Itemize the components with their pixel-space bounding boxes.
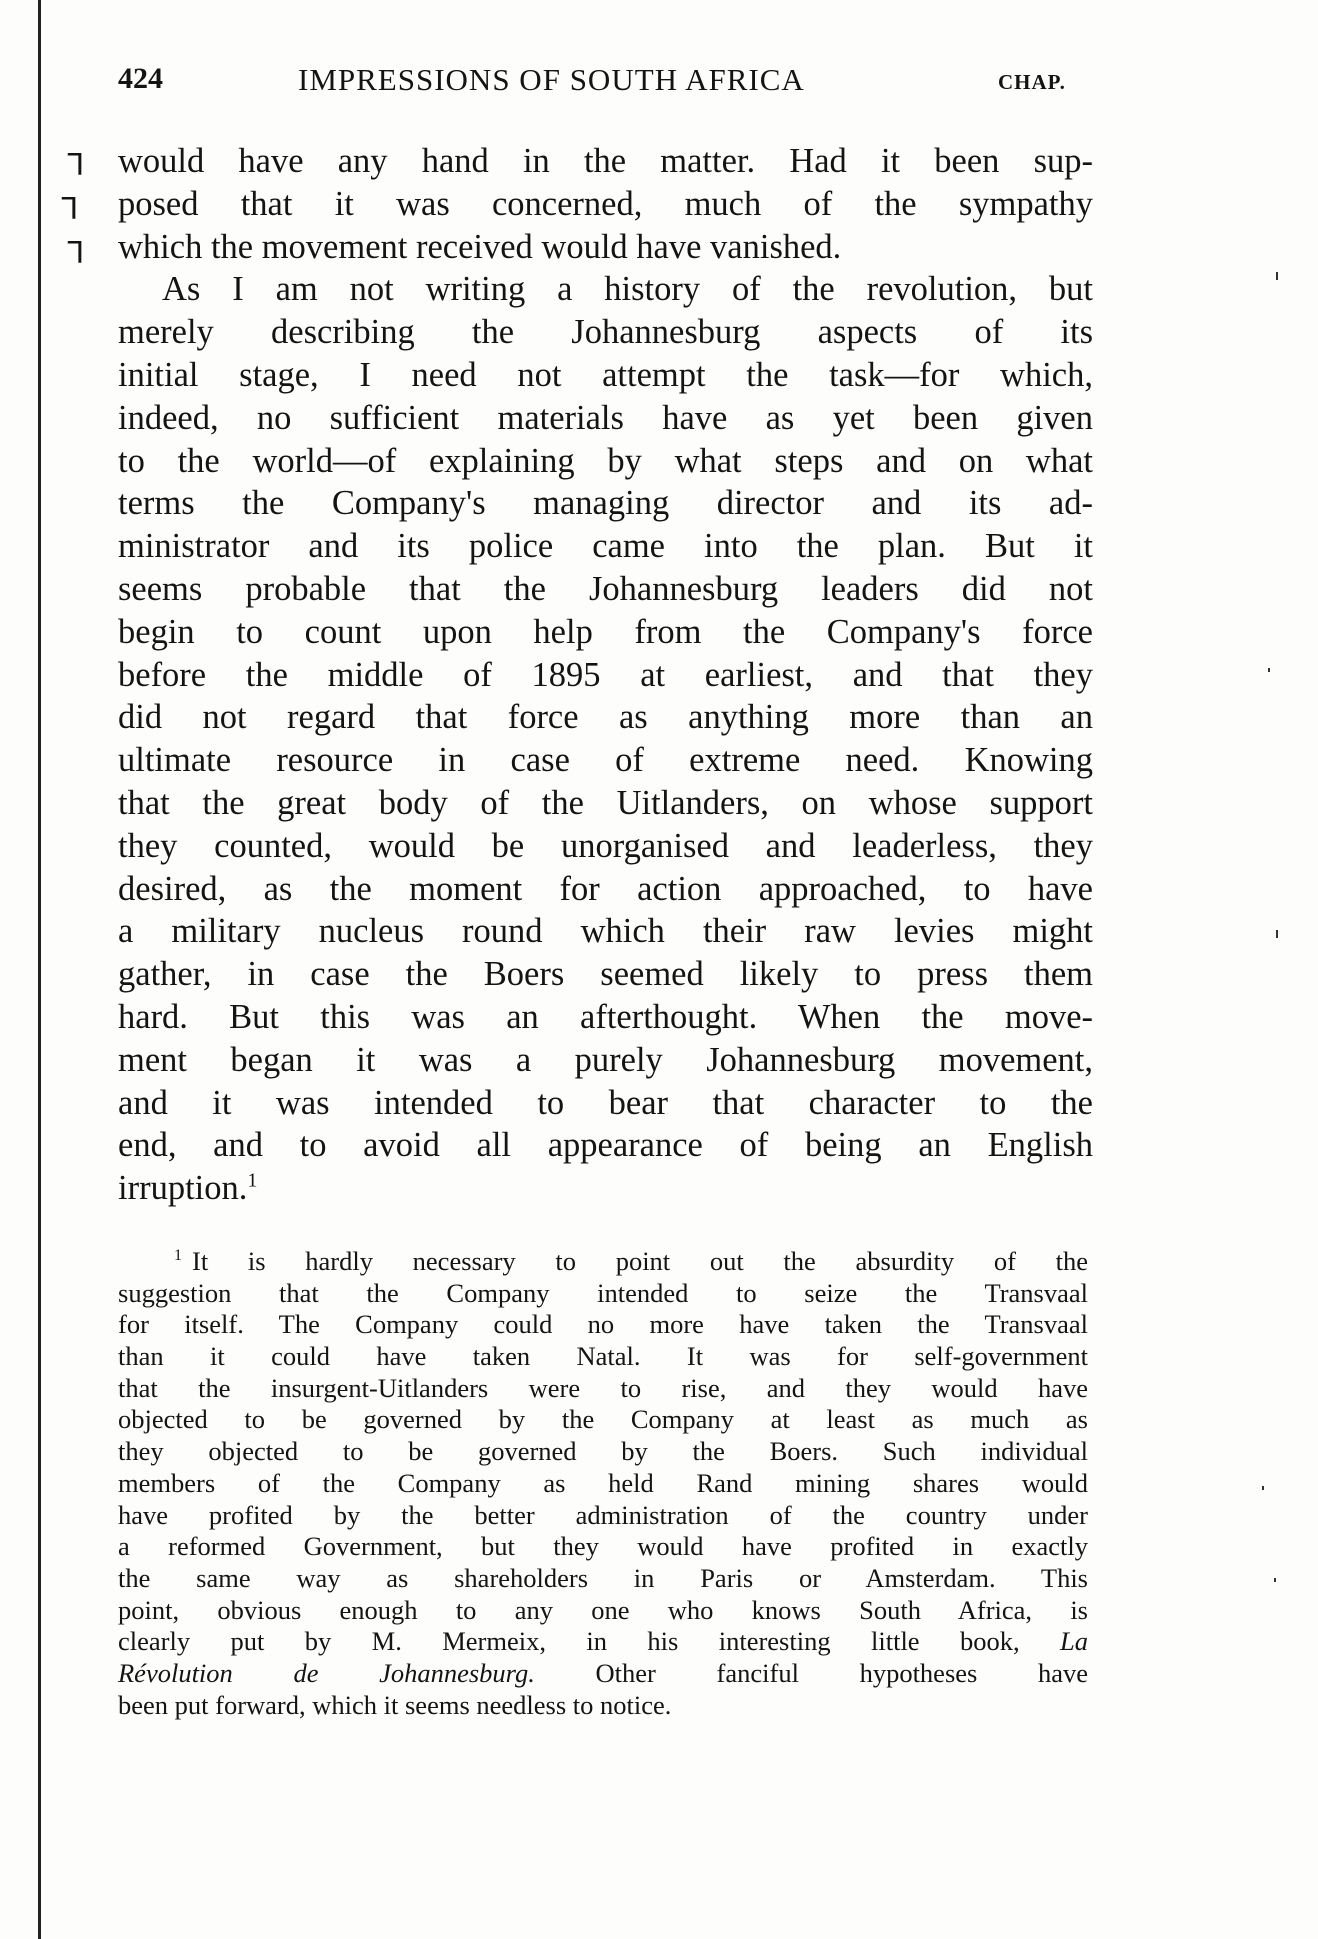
margin-bracket-mark: ᒣ: [60, 192, 79, 227]
margin-speck: [1262, 1486, 1264, 1490]
footnote-line: a reformed Government, but they would have profited in exactly: [118, 1531, 1088, 1562]
body-line: did not regard that force as anything more than an: [118, 698, 1093, 737]
chapter-label: CHAP.: [998, 70, 1066, 94]
footnote-line: the same way as shareholders in Paris or Amsterdam. This: [118, 1562, 1088, 1593]
footnote-line: they objected to be governed by the Boers. Such individual: [118, 1436, 1088, 1467]
running-title: IMPRESSIONS OF SOUTH AFRICA: [298, 62, 805, 97]
body-line: they counted, would be unorganised and leaderless, they: [118, 826, 1093, 865]
body-line: indeed, no sufficient materials have as yet been given: [118, 398, 1093, 437]
margin-speck: [1276, 272, 1278, 280]
body-line: ultimate resource in case of extreme need. Knowing: [118, 741, 1093, 780]
margin-speck: [1276, 930, 1278, 938]
footnote-line-final: been put forward, which it seems needless to notice.: [118, 1689, 672, 1720]
body-line: As I am not writing a history of the revolution, but: [162, 270, 1093, 309]
page-number: 424: [118, 62, 163, 95]
margin-bracket-mark: ᒣ: [66, 148, 85, 183]
margin-speck: [1268, 668, 1270, 672]
footnote-line: [118, 1658, 1088, 1690]
body-line: which the movement received would have vanished.: [118, 227, 842, 266]
margin-speck: [1274, 1578, 1276, 1582]
body-line: to the world—of explaining by what steps and on what: [118, 441, 1093, 480]
body-text: [118, 140, 1093, 1210]
body-line: and it was intended to bear that character to the: [118, 1083, 1093, 1122]
body-line-text: irruption.: [118, 1169, 248, 1208]
book-title-part: Révolution de Johannesburg.: [118, 1657, 535, 1688]
footnote-line: members of the Company as held Rand mining shares would: [118, 1467, 1088, 1498]
body-line: before the middle of 1895 at earliest, and that they: [118, 655, 1093, 694]
body-line: gather, in case the Boers seemed likely to press them: [118, 955, 1093, 994]
footnote-line: objected to be governed by the Company at least as much as: [118, 1404, 1088, 1435]
body-line: ministrator and its police came into the plan. But it: [118, 527, 1093, 566]
footnote: [118, 1246, 1088, 1721]
footnote-marker: 1: [174, 1247, 182, 1265]
body-line: that the great body of the Uitlanders, on whose support: [118, 783, 1093, 822]
footnote-line: for itself. The Company could no more have taken the Transvaal: [118, 1309, 1088, 1340]
body-line: seems probable that the Johannesburg leaders did not: [118, 569, 1093, 608]
book-title-part: La: [1060, 1626, 1089, 1657]
body-line: a military nucleus round which their raw levies might: [118, 912, 1093, 951]
body-line: desired, as the moment for action approached, to have: [118, 869, 1093, 908]
footnote-line: have profited by the better administration of the country under: [118, 1499, 1088, 1530]
footnote-line: [118, 1626, 1088, 1658]
footnote-line: suggestion that the Company intended to seize the Transvaal: [118, 1277, 1088, 1308]
body-line: would have any hand in the matter. Had it been sup-: [118, 142, 1093, 180]
page-header: [118, 62, 1098, 112]
footnote-line: point, obvious enough to any one who knows South Africa, is: [118, 1594, 1088, 1625]
margin-bracket-mark: ᒣ: [66, 236, 85, 271]
body-line: merely describing the Johannesburg aspects of its: [118, 313, 1093, 352]
body-line: initial stage, I need not attempt the task—for which,: [118, 355, 1093, 394]
body-line: end, and to avoid all appearance of being an English: [118, 1126, 1093, 1165]
body-line: begin to count upon help from the Company's force: [118, 612, 1093, 651]
footnote-line: that the insurgent-Uitlanders were to rise, and they would have: [118, 1372, 1088, 1403]
footnote-line-text: Other fanciful hypotheses have: [595, 1657, 1088, 1688]
body-line-final: [118, 1167, 1093, 1210]
body-line: terms the Company's managing director and its ad-: [118, 484, 1093, 523]
footnote-line-text: It is hardly necessary to point out the absurdity of the: [192, 1246, 1088, 1276]
body-line: posed that it was concerned, much of the sympathy: [118, 184, 1093, 223]
footnote-line-text: clearly put by M. Mermeix, in his interesting little book,: [118, 1626, 1020, 1657]
footnote-line: [118, 1246, 1088, 1278]
footnote-line: than it could have taken Natal. It was for self-government: [118, 1341, 1088, 1372]
body-line: hard. But this was an afterthought. When the move-: [118, 997, 1093, 1036]
book-spine-edge: [38, 0, 41, 1939]
body-line: ment began it was a purely Johannesburg movement,: [118, 1040, 1093, 1079]
footnote-reference[interactable]: 1: [247, 1169, 258, 1192]
